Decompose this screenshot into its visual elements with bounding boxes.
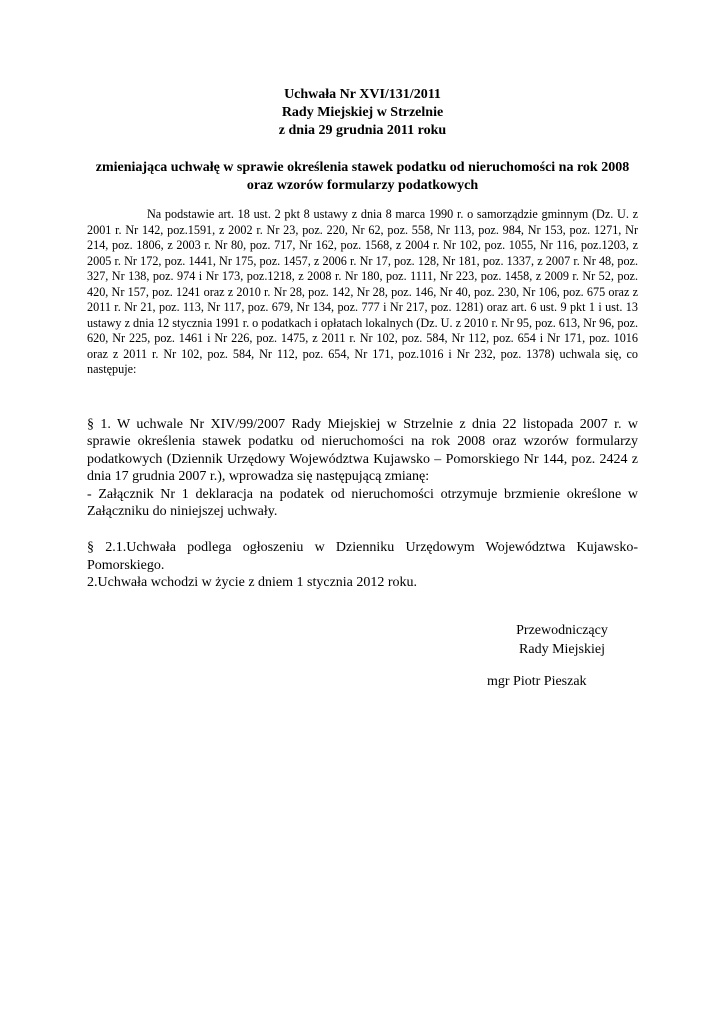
section-2 xyxy=(87,539,638,592)
issuing-body: Rady Miejskiej w Strzelnie xyxy=(281,105,444,120)
signatory-name: mgr Piotr Pieszak xyxy=(487,674,587,689)
resolution-title xyxy=(87,86,638,140)
section-1 xyxy=(87,416,638,522)
signature-block xyxy=(487,621,637,691)
resolution-number: Uchwała Nr XVI/131/2011 xyxy=(284,87,441,102)
signatory-body: Rady Miejskiej xyxy=(519,642,605,657)
section-1-item: - Załącznik Nr 1 deklaracja na podatek od nieruchomości otrzymuje brzmienie określone w Załączniku do niniejszej uchwały. xyxy=(87,486,638,520)
resolution-subject: zmieniająca uchwałę w sprawie określenia stawek podatku od nieruchomości na rok 2008 oraz wzorów formularzy podatkowych xyxy=(95,160,630,193)
section-2-point-1: § 2.1.Uchwała podlega ogłoszeniu w Dzienniku Urzędowym Województwa Kujawsko-Pomorskiego. xyxy=(87,540,638,573)
resolution-date: z dnia 29 grudnia 2011 roku xyxy=(278,123,447,138)
document-page xyxy=(87,86,639,689)
legal-basis-preamble: Na podstawie art. 18 ust. 2 pkt 8 ustawy z dnia 8 marca 1990 r. o samorządzie gminnym (Dz. U. z 2001 r. Nr 142, poz.1591, z 2002 r. Nr 23, poz. 220, Nr 62, poz. 558, Nr 113, poz. 984, Nr 153, poz. 1271, Nr 214, poz. 1806, z 2003 r. Nr 80, poz. 717, Nr 162, poz. 1568, z 2004 r. Nr 102, poz. 1055, Nr 116, poz.1203, z 2005 r. Nr 172, poz. 1441, Nr 175, poz. 1457, z 2006 r. Nr 17, poz. 128, Nr 181, poz. 1337, z 2007 r. Nr 48, poz. 327, Nr 138, poz. 974 i Nr 173, poz.1218, z 2008 r. Nr 180, poz. 1111, Nr 223, poz. 1458, z 2009 r. Nr 52, poz. 420, Nr 157, poz. 1241 oraz z 2010 r. Nr 28, poz. 142, Nr 28, poz. 146, Nr 40, poz. 230, Nr 106, poz. 675 oraz z 2011 r. Nr 21, poz. 113, Nr 117, poz. 679, Nr 134, poz. 777 i Nr 217, poz. 1281) oraz art. 6 ust. 9 pkt 1 i ust. 13 ustawy z dnia 12 stycznia 1991 r. o podatkach i opłatach lokalnych (Dz. U. z 2010 r. Nr 95, poz. 613, Nr 96, poz. 620, Nr 225, poz. 1461 i Nr 226, poz. 1475, z 2011 r. Nr 102, poz. 584, Nr 112, poz. 654 i Nr 171, poz. 1016 oraz z 2011 r. Nr 102, poz. 584, Nr 112, poz. 654, Nr 171, poz.1016 i Nr 232, poz. 1378) uchwala się, co następuje: xyxy=(87,207,639,376)
signatory-role: Przewodniczący xyxy=(516,623,608,638)
section-1-text: § 1. W uchwale Nr XIV/99/2007 Rady Miejskiej w Strzelnie z dnia 22 listopada 2007 r. w sprawie określenia stawek podatku od nieruchomości na rok 2008 oraz wzorów formularzy podatkowych (Dziennik Urzędowy Województwa Kujawsko – Pomorskiego Nr 144, poz. 2424 z dnia 17 grudnia 2007 r.), wprowadza się następującą zmianę: xyxy=(87,416,638,485)
section-2-point-2: 2.Uchwała wchodzi w życie z dniem 1 stycznia 2012 roku. xyxy=(87,575,418,591)
